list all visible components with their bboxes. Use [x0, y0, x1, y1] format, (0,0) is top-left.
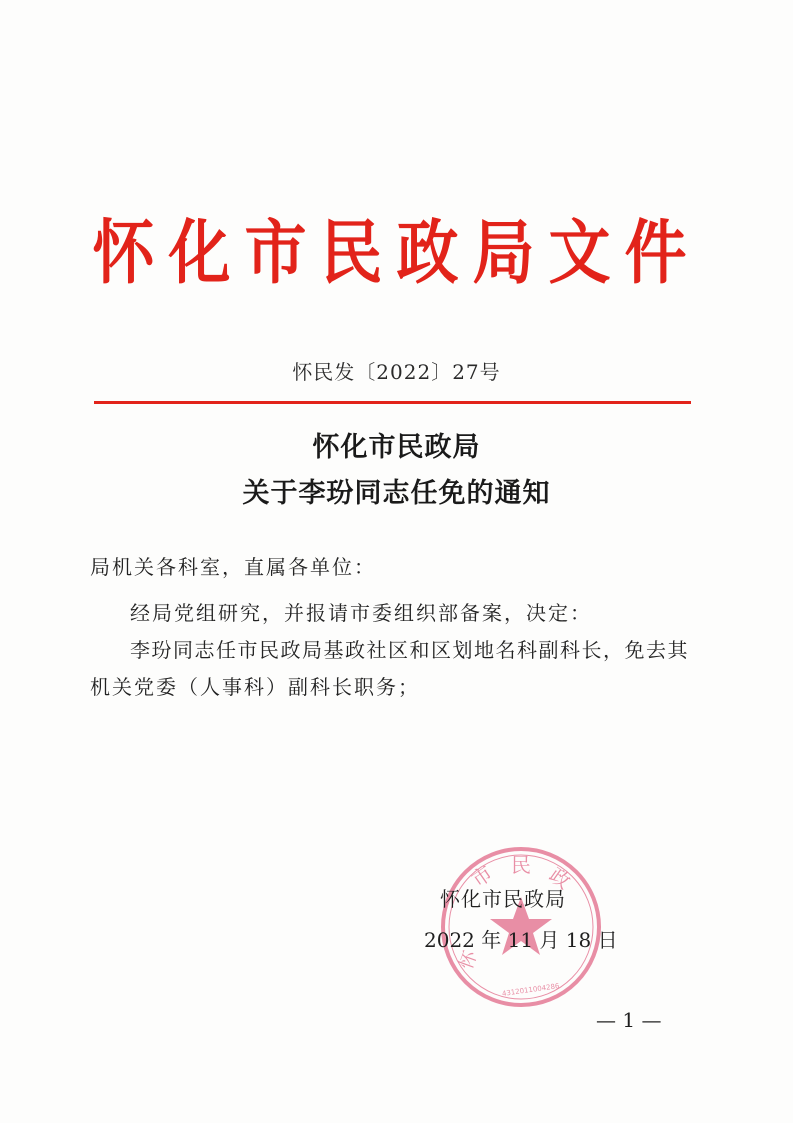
- svg-text:4312011004286: 4312011004286: [501, 982, 560, 999]
- document-number: 怀民发〔2022〕27号: [292, 360, 501, 384]
- issue-date: 2022 年 11 月 18 日: [424, 928, 618, 952]
- issuer-name: 怀化市民政局: [440, 887, 566, 911]
- body-paragraph-2-line-1: 李玢同志任市民政局基政社区和区划地名科副科长，免去其: [130, 638, 689, 662]
- salutation: 局机关各科室，直属各单位：: [90, 555, 376, 579]
- svg-text:怀: 怀: [455, 948, 482, 973]
- document-header-title: 怀化市民政局文件: [92, 211, 701, 294]
- body-paragraph-2-line-2: 机关党委（人事科）副科长职务；: [90, 675, 420, 699]
- notice-title-line1: 怀化市民政局: [312, 432, 481, 463]
- page-number: — 1 —: [596, 1008, 662, 1032]
- notice-title-line2: 关于李玢同志任免的通知: [242, 478, 551, 509]
- red-divider-line: [94, 401, 691, 404]
- svg-text:市: 市: [466, 860, 498, 892]
- svg-text:民: 民: [511, 853, 531, 877]
- body-paragraph-1: 经局党组研究，并报请市委组织部备案，决定：: [130, 601, 592, 625]
- svg-text:政: 政: [544, 862, 576, 894]
